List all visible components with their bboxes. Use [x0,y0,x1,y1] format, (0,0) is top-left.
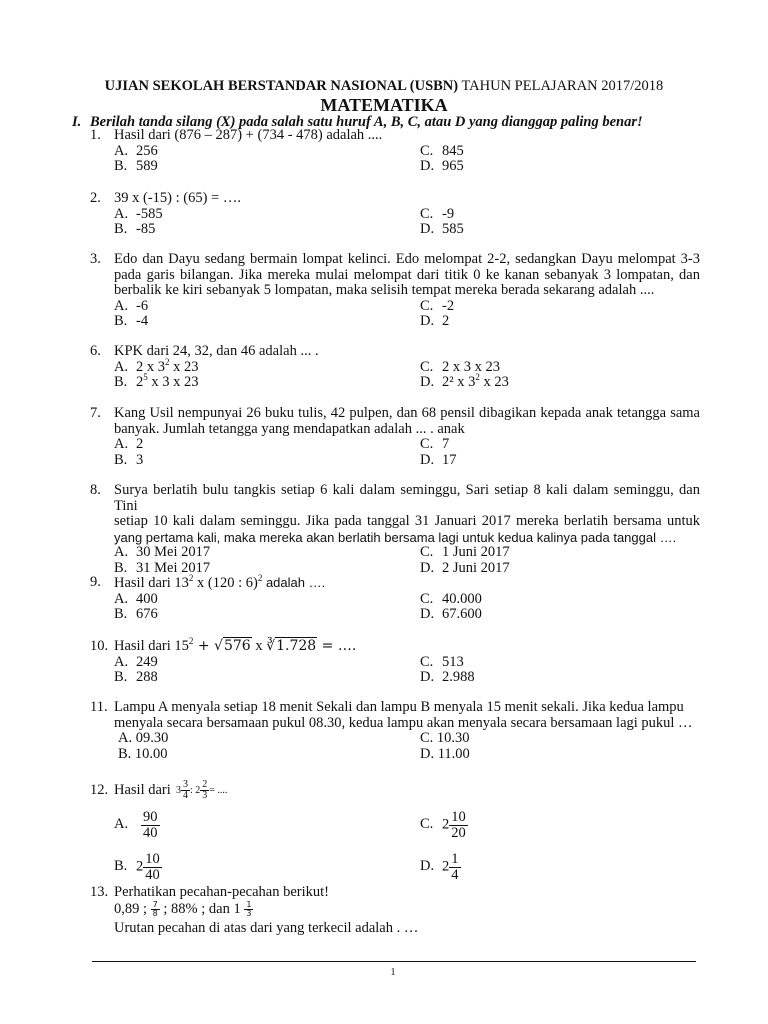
option-d[interactable]: D. 11.00 [420,745,470,762]
option-c[interactable]: C. 7 [420,436,450,452]
option-d[interactable]: D. 965 [420,158,464,174]
option-d[interactable]: D. 2 $\frac{1}{4}$ [420,851,459,883]
option-b[interactable]: B. $2^5$ x 3 x 23 [114,372,199,390]
option-a[interactable]: A. 2 x $3^2$ x 23 [114,356,199,375]
question-number: 7. [90,405,101,421]
question-12 [90,779,700,883]
question-text: Surya berlatih bulu tangkis setiap 6 kali dalam seminggu, Sari setiap 8 kali dalam seminggu, dan Tini setiap 10 kali dalam seminggu. Jika pada tanggal 31 Januari 2017 mereka berlatih bersama untuk yang pertama kali, maka mereka akan berlatih bersama lagi untuk kedua kalinya pada tanggal …. [114,482,700,545]
option-c[interactable]: C. -2 [420,297,455,314]
question-7 [90,406,700,468]
option-c[interactable]: C. 1 Juni 2017 [420,544,510,560]
question-text: Edo dan Dayu sedang bermain lompat kelinci. Edo melompat 2-2, sedangkan Dayu melompat 3-3 pada garis bilangan. Jika mereka mulai melompat dari titik 0 ke kanan sebanyak 3 lompatan, dan berbalik ke kiri sebanyak 5 lompatan, maka selisih tempat mereka berada sekarang adalah .... [114,251,700,298]
question-text: Hasil dari 3 $\frac{3}{4}$ : 2 $\frac{2}{3}$ = .... [114,779,228,801]
option-c[interactable]: C. -9 [420,205,455,222]
option-a[interactable]: A. -6 [114,297,149,314]
option-b[interactable]: B. -85 [114,221,156,237]
option-a[interactable]: A. 2 [114,436,144,452]
exam-title-bold: UJIAN SEKOLAH BERSTANDAR NASIONAL (USBN) [104,78,459,94]
exam-title [0,78,768,95]
option-b[interactable]: B. 589 [114,158,158,174]
instruction-number: I. [72,114,82,130]
option-b[interactable]: B. 3 [114,451,144,468]
option-d[interactable]: D. 17 [420,451,457,468]
option-c[interactable]: C. 845 [420,142,464,159]
question-number: 3. [90,251,101,267]
fraction: $\frac{2}{3}$ [202,779,208,801]
option-c[interactable]: C. 2 $\frac{10}{20}$ [420,809,466,841]
option-d[interactable]: D. 2² x $3^2$ x 23 [420,372,509,390]
question-13 [90,885,700,936]
question-text: Hasil dari $15^2 + √576$ x ∛1.728 = …. [114,636,357,654]
option-a[interactable]: A. 09.30 [118,730,169,746]
option-d[interactable]: D. 67.600 [420,606,482,622]
question-text: Kang Usil nempunyai 26 buku tulis, 42 pulpen, dan 68 pensil dibagikan kepada anak tetangga sama banyak. Jumlah tetangga yang mendapatkan adalah ... . anak [114,405,700,437]
question-number: 9. [90,574,101,590]
question-6 [90,344,700,391]
fraction: $\frac{1}{3}$ [246,899,252,918]
question-text: KPK dari 24, 32, dan 46 adalah ... . [114,343,319,359]
question-text: 39 x (-15) : (65) = …. [114,190,241,206]
option-c[interactable]: C. 2 x 3 x 23 [420,358,500,375]
option-a[interactable]: A. 400 [114,590,158,607]
instruction-text: Berilah tanda silang (X) pada salah satu huruf A, B, C, atau D yang dianggap paling benar! [90,114,643,130]
option-b[interactable]: B. -4 [114,313,149,329]
question-number: 2. [90,190,101,206]
question-number: 6. [90,343,101,359]
option-a[interactable]: A. 249 [114,653,158,670]
option-b[interactable]: B. 2 $\frac{10}{40}$ [114,851,160,883]
option-a[interactable]: A. -585 [114,205,163,222]
option-d[interactable]: D. 2.988 [420,669,475,685]
page-number: 1 [390,967,396,978]
option-b[interactable]: B. 10.00 [118,745,168,762]
option-d[interactable]: D. 2 [420,313,450,329]
fraction: $\frac{3}{4}$ [183,779,188,801]
question-text: Hasil dari $13^2$ x (120 : 6)$^2$ adalah …. [114,573,326,591]
subject-title: MATEMATIKA [320,95,448,115]
question-8 [90,483,700,576]
question-9 [90,575,700,623]
option-c[interactable]: C. 10.30 [420,730,470,746]
question-text: Perhatikan pecahan-pecahan berikut! 0,89 ; $\frac{7}{8}$ ; 88% ; dan 1 $\frac{1}{3}$ Urutan pecahan di atas dari yang terkecil adalah . … [114,884,419,936]
question-2 [90,191,700,238]
question-number: 11. [90,699,108,715]
question-1 [90,128,700,175]
footer-divider [92,961,696,962]
question-3 [90,252,700,330]
option-c[interactable]: C. 40.000 [420,590,482,607]
question-number: 10. [90,638,109,654]
option-a[interactable]: A. 256 [114,142,158,159]
question-11 [90,700,700,762]
option-b[interactable]: B. 31 Mei 2017 [114,559,211,576]
option-c[interactable]: C. 513 [420,653,464,670]
option-d[interactable]: D. 2 Juni 2017 [420,559,510,576]
question-text: Lampu A menyala setiap 18 menit Sekali dan lampu B menyala 15 menit sekali. Jika kedua lampu menyala secara bersamaan pukul 08.30, kedua lampu akan menyala secara bersamaan lagi pukul … [114,699,693,731]
option-a[interactable]: A. 30 Mei 2017 [114,544,211,560]
question-number: 13. [90,884,109,900]
option-b[interactable]: B. 676 [114,606,158,622]
question-number: 1. [90,127,101,143]
question-text: Hasil dari (876 – 287) + (734 - 478) adalah .... [114,127,383,143]
option-b[interactable]: B. 288 [114,669,158,685]
option-a[interactable]: A. $\frac{90}{40}$ [114,809,158,841]
question-10 [90,636,700,686]
question-number: 8. [90,482,101,498]
question-number: 12. [90,782,109,798]
exam-title-rest: TAHUN PELAJARAN 2017/2018 [458,78,664,94]
option-d[interactable]: D. 585 [420,221,464,237]
fraction: $\frac{7}{8}$ [152,899,158,918]
